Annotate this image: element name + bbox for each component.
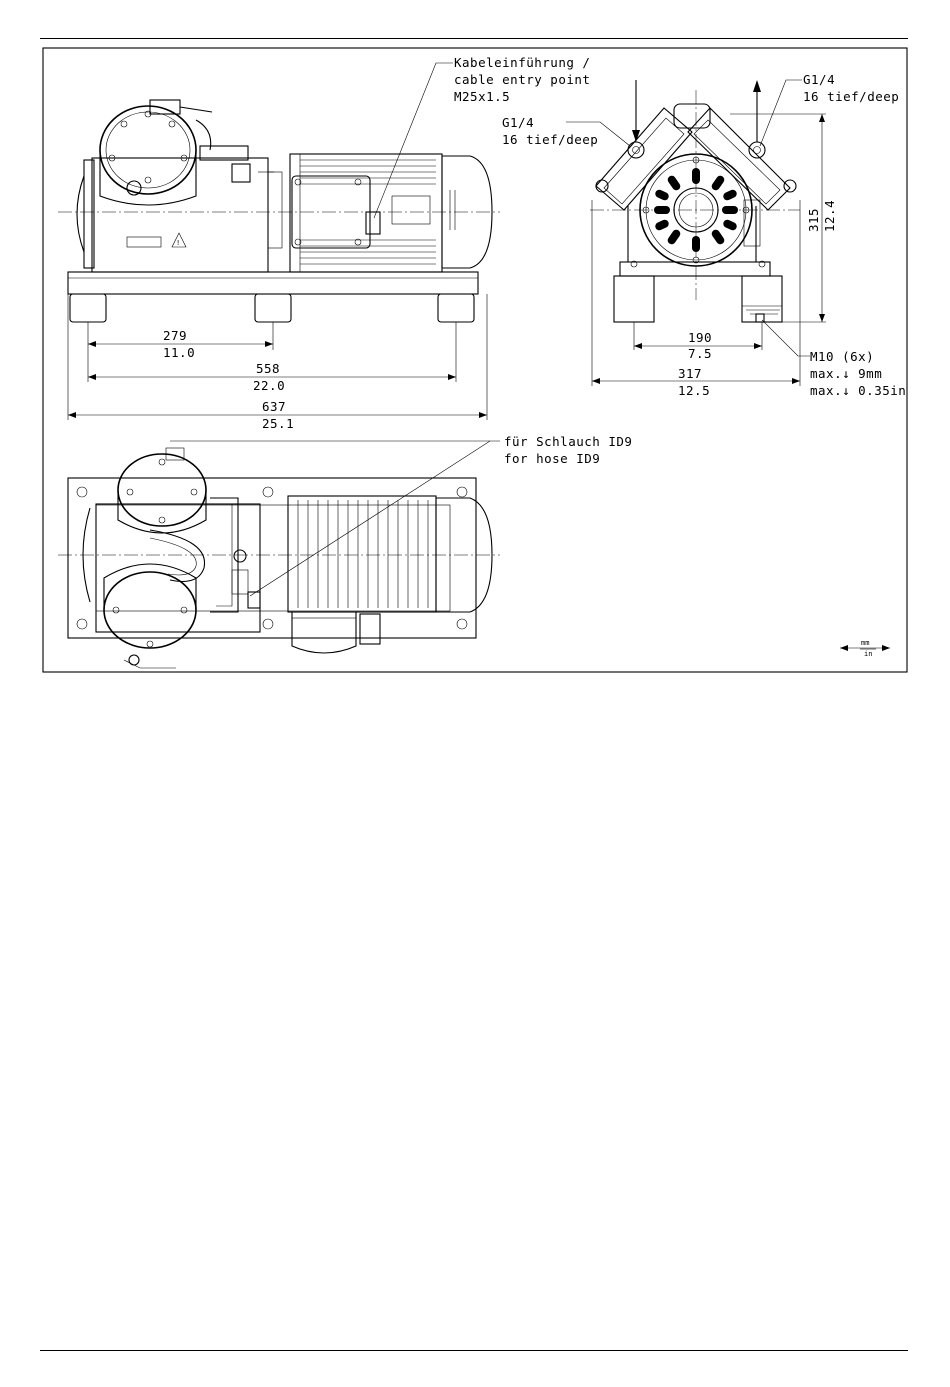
hose-label-de: für Schlauch ID9 (504, 434, 633, 449)
mount-thread-spec: M10 (6x) (810, 349, 875, 364)
cable-entry-leader (374, 63, 453, 218)
cable-entry-label-de: Kabeleinführung / (454, 55, 591, 70)
hose-leader-lower (124, 660, 176, 668)
mount-thread-depth-mm: max.↓ 9mm (810, 366, 883, 381)
port-left-depth: 16 tief/deep (502, 132, 599, 147)
port-right-depth: 16 tief/deep (803, 89, 900, 104)
top-view (58, 448, 500, 665)
port-right-leader (760, 80, 802, 146)
dim-foot-outer-mm: 558 (256, 361, 281, 376)
drawing-frame (43, 48, 907, 672)
svg-text:!: ! (176, 239, 181, 247)
dim-overall-length-in: 25.1 (262, 416, 295, 431)
dim-foot-outer-in: 22.0 (253, 378, 286, 393)
dim-end-foot-spacing-in: 7.5 (688, 346, 713, 361)
dim-overall-height-mm: 315 (806, 207, 821, 232)
dim-foot-spacing-mm: 279 (163, 328, 188, 343)
hose-label-en: for hose ID9 (504, 451, 601, 466)
dim-foot-spacing-in: 11.0 (163, 345, 196, 360)
port-right-thread: G1/4 (803, 72, 836, 87)
dim-overall-width-mm: 317 (678, 366, 703, 381)
port-left-thread: G1/4 (502, 115, 535, 130)
side-view (58, 100, 500, 322)
dim-overall-length-mm: 637 (262, 399, 287, 414)
cable-entry-thread: M25x1.5 (454, 89, 511, 104)
end-view (590, 80, 800, 322)
units-legend-in: in (864, 650, 873, 658)
units-legend-mm: mm (861, 639, 870, 647)
dim-overall-height-in: 12.4 (822, 199, 837, 232)
dim-end-foot-spacing-mm: 190 (688, 330, 713, 345)
cable-entry-label-en: cable entry point (454, 72, 591, 87)
mount-thread-depth-in: max.↓ 0.35in (810, 383, 907, 398)
dim-overall-width-in: 12.5 (678, 383, 711, 398)
